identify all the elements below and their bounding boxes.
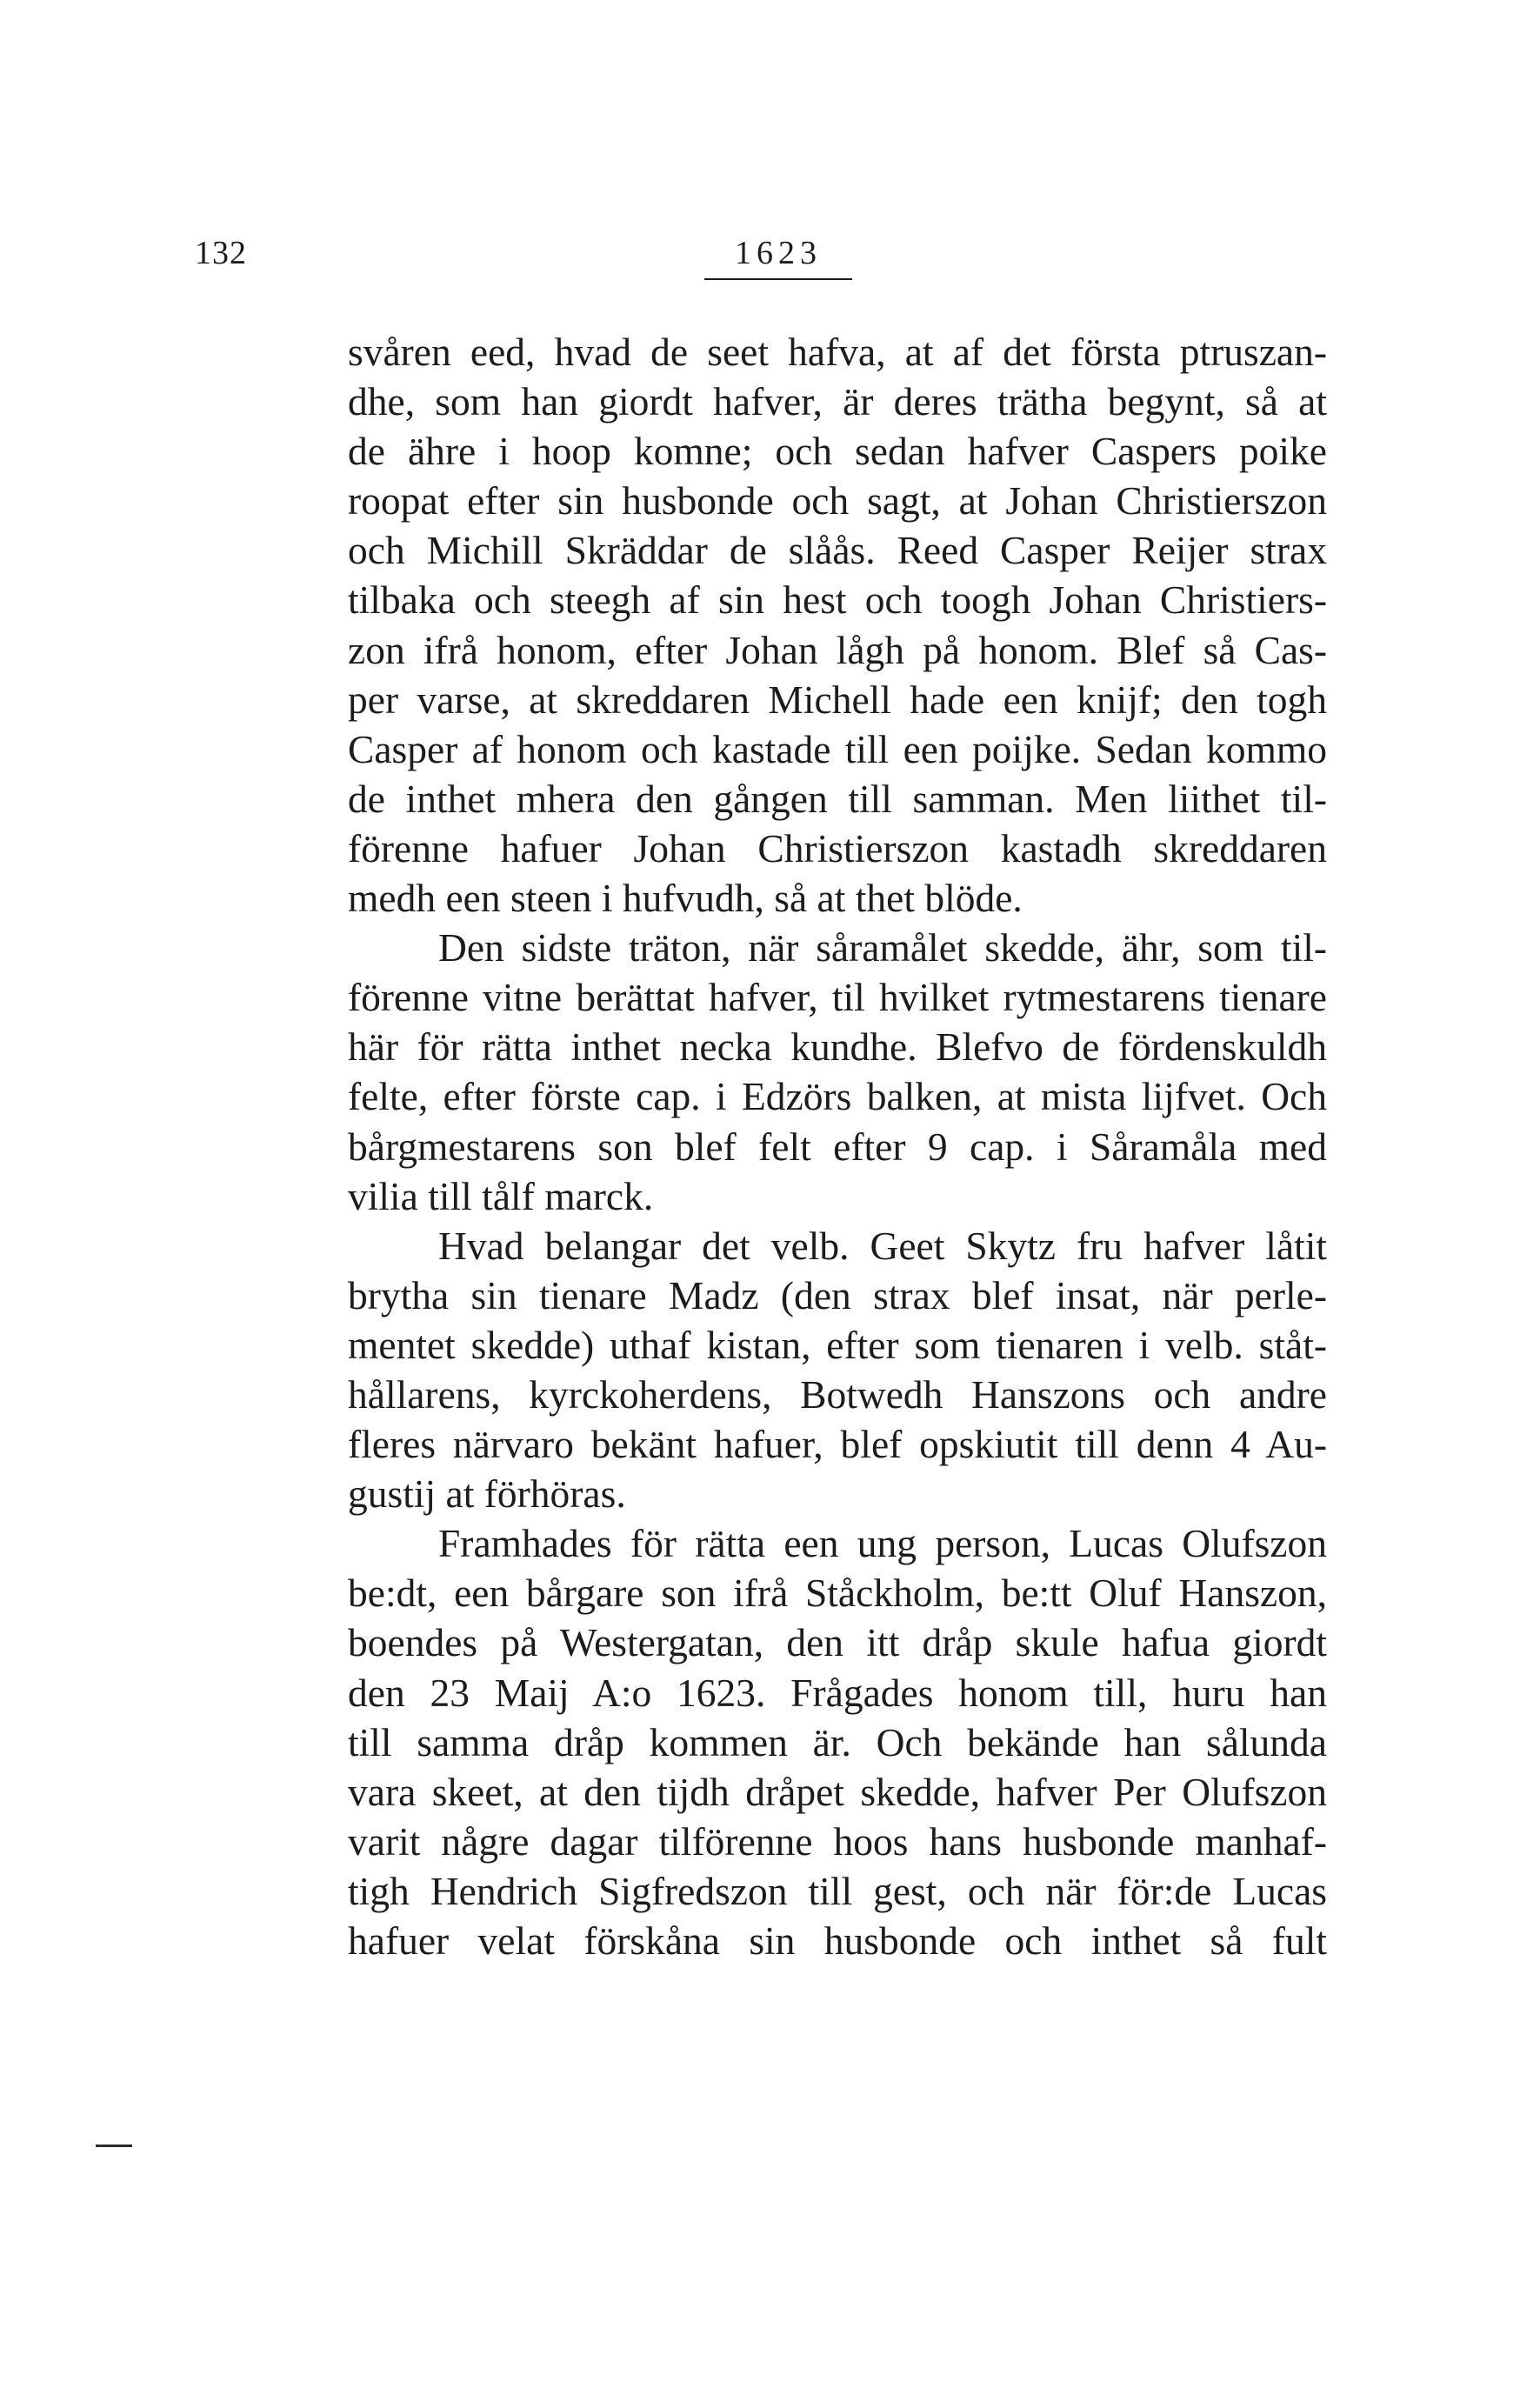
text-line: vara skeet, at den tijdh dråpet skedde, hafver Per Olufszon — [348, 1769, 1327, 1814]
text-line: brytha sin tienare Madz (den strax blef insat, när perle- — [348, 1272, 1327, 1317]
page-year-heading: 1623 — [704, 237, 852, 280]
text-line: tilbaka och steegh af sin hest och toogh Johan Christiers- — [348, 577, 1327, 623]
text-line: gustij at förhöras. — [348, 1471, 626, 1517]
text-line: till samma dråp kommen är. Och bekände han sålunda — [348, 1719, 1327, 1764]
text-line: tigh Hendrich Sigfredszon till gest, och när för:de Lucas — [348, 1868, 1327, 1913]
text-line: per varse, at skreddaren Michell hade een knijf; den togh — [348, 677, 1327, 722]
text-line: här för rätta inthet necka kundhe. Blefvo de fördenskuldh — [348, 1024, 1327, 1070]
text-line: hafuer velat förskåna sin husbonde och inthet så fult — [348, 1918, 1327, 1963]
text-line: den 23 Maij A:o 1623. Frågades honom till, huru han — [348, 1670, 1327, 1715]
text-line: Casper af honom och kastade till een poijke. Sedan kommo — [348, 726, 1327, 771]
paragraph-start-line: Framhades för rätta een ung person, Lucas Olufszon — [438, 1521, 1327, 1566]
text-line: bårgmestarens son blef felt efter 9 cap. i Såramåla med — [348, 1124, 1327, 1169]
page-number: 132 — [195, 235, 247, 271]
text-line: varit någre dagar tilförenne hoos hans husbonde manhaf- — [348, 1818, 1327, 1864]
text-line: de ähre i hoop komne; och sedan hafver Caspers poike — [348, 429, 1327, 474]
text-line: hållarens, kyrckoherdens, Botwedh Hanszons och andre — [348, 1371, 1327, 1417]
text-line: medh een steen i hufvudh, så at thet blöde. — [348, 876, 1023, 921]
text-line: roopat efter sin husbonde och sagt, at Johan Christierszon — [348, 478, 1327, 524]
text-line: de inthet mhera den gången till samman. Men liithet til- — [348, 776, 1327, 821]
text-line: och Michill Skräddar de slåås. Reed Casper Reijer strax — [348, 528, 1327, 573]
text-line: fleres närvaro bekänt hafuer, blef opskiutit till denn 4 Au- — [348, 1422, 1327, 1467]
text-line: dhe, som han giordt hafver, är deres trätha begynt, så at — [348, 379, 1327, 424]
text-line: zon ifrå honom, efter Johan lågh på honom. Blef så Cas- — [348, 627, 1327, 672]
text-line: boendes på Westergatan, den itt dråp skule hafua giordt — [348, 1620, 1327, 1665]
text-line: mentet skedde) uthaf kistan, efter som tienaren i velb. ståt- — [348, 1322, 1327, 1367]
paragraph-start-line: Den sidste träton, när såramålet skedde, ähr, som til- — [438, 925, 1327, 971]
text-line: felte, efter förste cap. i Edzörs balken, at mista lijfvet. Och — [348, 1074, 1327, 1119]
margin-dash-mark — [96, 2145, 132, 2147]
text-line: förenne vitne berättat hafver, til hvilket rytmestarens tienare — [348, 975, 1327, 1020]
text-line: förenne hafuer Johan Christierszon kastadh skreddaren — [348, 825, 1327, 870]
text-line: svåren eed, hvad de seet hafva, at af det första ptruszan- — [348, 330, 1327, 374]
paragraph-start-line: Hvad belangar det velb. Geet Skytz fru hafver låtit — [438, 1223, 1327, 1268]
text-body — [348, 327, 1327, 1965]
text-line: be:dt, een bårgare son ifrå Ståckholm, be:tt Oluf Hanszon, — [348, 1571, 1327, 1616]
text-line: vilia till tålf marck. — [348, 1173, 654, 1218]
